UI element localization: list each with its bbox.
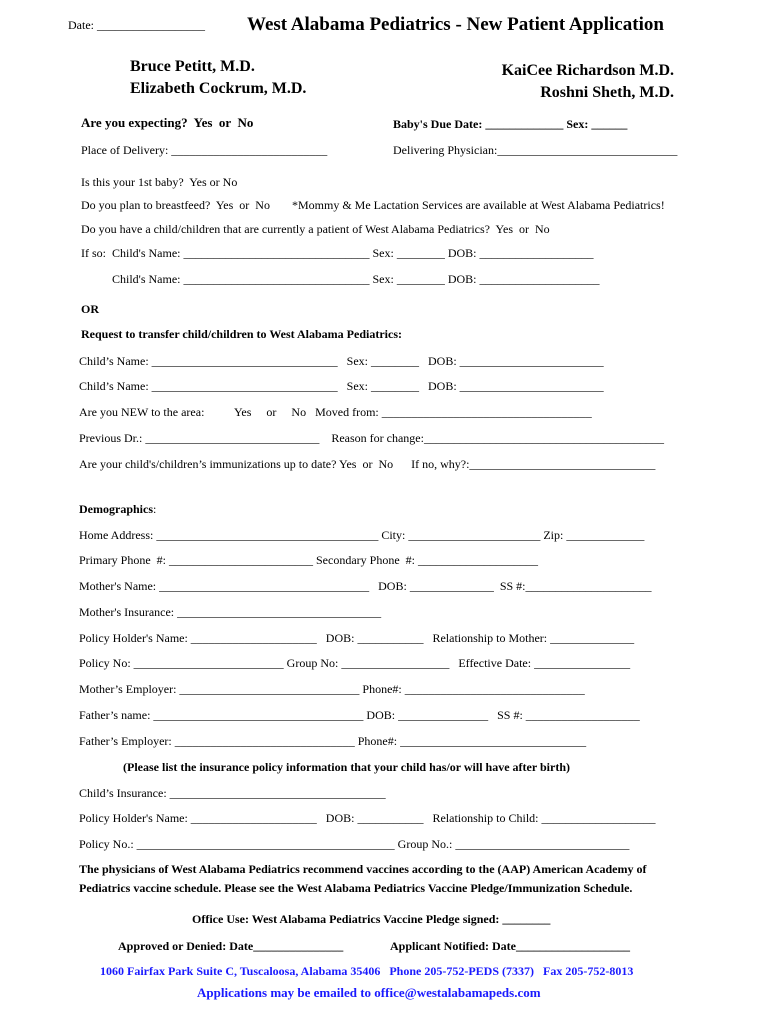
policy-holder-field[interactable]: Policy Holder's Name: _____________________ DOB: ___________ Relationship to Mother: ______________ [79,631,635,645]
doctor-name: Roshni Sheth, M.D. [540,84,674,101]
child-insurance-field[interactable]: Child’s Insurance: ____________________________________ [79,786,386,800]
policy-number-field[interactable]: Policy No: _________________________ Group No: __________________ Effective Date: ________________ [79,656,631,670]
form-title: West Alabama Pediatrics - New Patient Application [247,14,664,35]
breastfeed-question[interactable]: Do you plan to breastfeed? Yes or No [81,198,270,212]
phone-field[interactable]: Primary Phone #: ________________________ Secondary Phone #: ____________________ [79,553,538,567]
notified-date-field[interactable]: Applicant Notified: Date___________________ [390,939,630,953]
doctor-name: Elizabeth Cockrum, M.D. [130,80,307,97]
vaccine-note: Pediatrics vaccine schedule. Please see the West Alabama Pediatrics Vaccine Pledge/Immunization Schedule. [79,881,633,895]
doctor-name: KaiCee Richardson M.D. [501,62,674,79]
first-baby-question[interactable]: Is this your 1st baby? Yes or No [81,175,238,189]
transfer-child-line[interactable]: Child’s Name: _______________________________ Sex: ________ DOB: ________________________ [79,379,604,393]
footer-address: 1060 Fairfax Park Suite C, Tuscaloosa, Alabama 35406 Phone 205-752-PEDS (7337) Fax 205-752-8013 [100,964,634,978]
email-note: Applications may be emailed to office@westalabamapeds.com [197,985,541,1000]
child-info-line[interactable]: If so: Child's Name: _______________________________ Sex: ________ DOB: ___________________ [81,246,594,260]
due-date-field[interactable]: Baby's Due Date: _____________ Sex: ______ [393,117,628,131]
father-employer-field[interactable]: Father’s Employer: ______________________________ Phone#: _______________________________ [79,734,587,748]
or-divider: OR [81,302,99,316]
transfer-heading: Request to transfer child/children to West Alabama Pediatrics: [81,327,402,341]
previous-doctor-field[interactable]: Previous Dr.: _____________________________ Reason for change:________________________________________ [79,431,664,445]
mother-name-field[interactable]: Mother's Name: ___________________________________ DOB: ______________ SS #:_____________________ [79,579,652,593]
lactation-note: *Mommy & Me Lactation Services are available at West Alabama Pediatrics! [292,198,665,212]
doctor-name: Bruce Petitt, M.D. [130,58,255,75]
date-field[interactable]: Date: __________________ [68,18,205,32]
approved-date-field[interactable]: Approved or Denied: Date_______________ [118,939,344,953]
current-patient-question[interactable]: Do you have a child/children that are currently a patient of West Alabama Pediatrics? Yes or No [81,222,550,236]
expecting-question[interactable]: Are you expecting? Yes or No [81,115,254,130]
father-name-field[interactable]: Father’s name: ___________________________________ DOB: _______________ SS #: ___________________ [79,708,640,722]
insurance-note: (Please list the insurance policy information that your child has/or will have after birth) [123,760,570,774]
home-address-field[interactable]: Home Address: _____________________________________ City: ______________________ Zip: _____________ [79,528,645,542]
new-to-area-question[interactable]: Are you NEW to the area: Yes or No Moved from: ___________________________________ [79,405,592,419]
demographics-heading: Demographics: [79,502,157,516]
delivering-physician-field[interactable]: Delivering Physician:______________________________ [393,143,678,157]
place-of-delivery-field[interactable]: Place of Delivery: __________________________ [81,143,328,157]
mother-insurance-field[interactable]: Mother's Insurance: __________________________________ [79,605,382,619]
mother-employer-field[interactable]: Mother’s Employer: ______________________________ Phone#: ______________________________ [79,682,585,696]
child-policy-holder-field[interactable]: Policy Holder's Name: _____________________ DOB: ___________ Relationship to Child: ___________________ [79,811,656,825]
child-policy-number-field[interactable]: Policy No.: ___________________________________________ Group No.: _____________________________ [79,837,630,851]
transfer-child-line[interactable]: Child’s Name: _______________________________ Sex: ________ DOB: ________________________ [79,354,604,368]
child-info-line[interactable]: Child's Name: _______________________________ Sex: ________ DOB: ____________________ [112,272,600,286]
immunizations-question[interactable]: Are your child's/children’s immunizations up to date? Yes or No If no, why?:_______________________________ [79,457,656,471]
vaccine-pledge-field[interactable]: Office Use: West Alabama Pediatrics Vaccine Pledge signed: ________ [192,912,551,926]
vaccine-note: The physicians of West Alabama Pediatrics recommend vaccines according to the (AAP) American Academy of [79,862,647,876]
